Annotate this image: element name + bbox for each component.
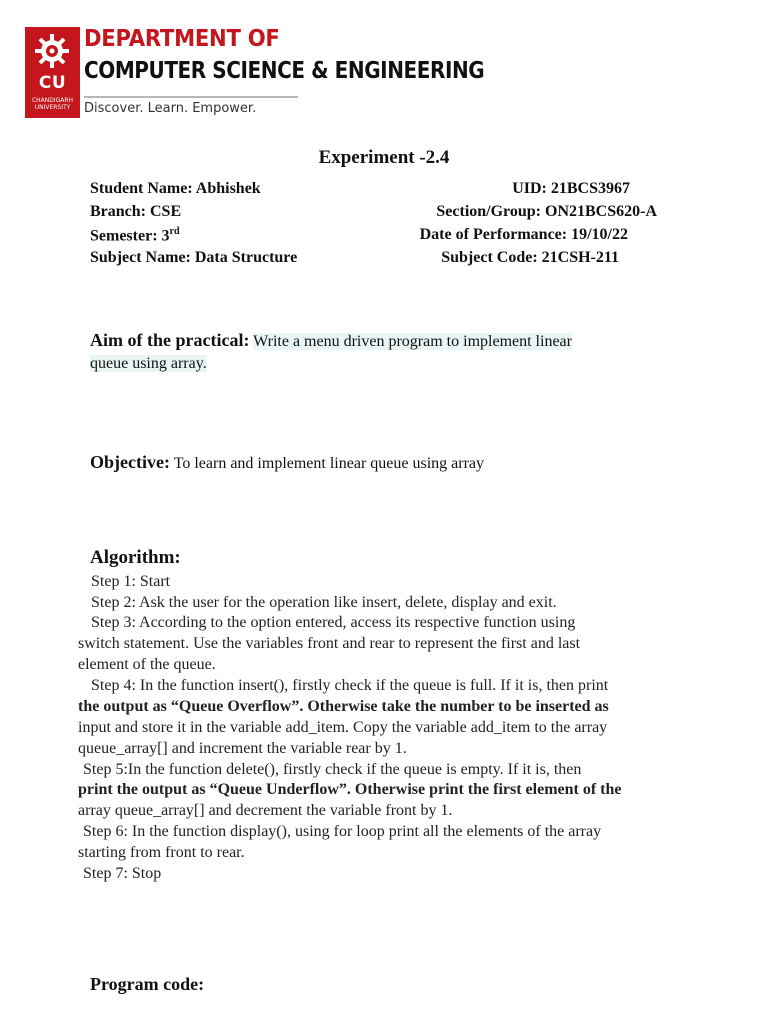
aim-text-line-2: queue using array. bbox=[90, 355, 207, 372]
algorithm-line: element of the queue. bbox=[78, 656, 216, 673]
algorithm-line: Step 1: Start bbox=[91, 573, 171, 590]
algorithm-heading: Algorithm: bbox=[90, 547, 181, 568]
logo-text: CU bbox=[38, 73, 67, 93]
algorithm-line: Step 7: Stop bbox=[83, 865, 162, 882]
header-divider bbox=[84, 96, 298, 98]
branch: Branch: CSE bbox=[90, 203, 182, 220]
algorithm-line: Step 6: In the function display(), using for loop print all the elements of the array bbox=[83, 823, 602, 840]
aim-section bbox=[90, 329, 650, 375]
algorithm-line: array queue_array[] and decrement the variable front by 1. bbox=[78, 802, 453, 819]
semester bbox=[90, 226, 180, 245]
date-of-performance: Date of Performance: 19/10/22 bbox=[419, 226, 628, 243]
objective-heading: Objective: bbox=[90, 452, 170, 472]
algorithm-line: Step 2: Ask the user for the operation like insert, delete, display and exit. bbox=[91, 594, 557, 611]
university-name: CHANDIGARH UNIVERSITY bbox=[31, 97, 74, 111]
program-code-heading: Program code: bbox=[90, 974, 205, 994]
algorithm-line: the output as “Queue Overflow”. Otherwise take the number to be inserted as bbox=[78, 698, 609, 715]
algorithm-line: switch statement. Use the variables front and rear to represent the first and last bbox=[78, 635, 581, 652]
algorithm-line: starting from front to rear. bbox=[78, 844, 245, 861]
aim-text-line-1: Write a menu driven program to implement linear bbox=[253, 333, 572, 350]
subject-code: Subject Code: 21CSH-211 bbox=[441, 249, 619, 266]
objective-section bbox=[90, 452, 484, 473]
algorithm-line: input and store it in the variable add_item. Copy the variable add_item to the array bbox=[78, 719, 608, 736]
student-name: Student Name: Abhishek bbox=[90, 180, 261, 197]
department-line-1: DEPARTMENT OF bbox=[84, 26, 280, 52]
tagline: Discover. Learn. Empower. bbox=[84, 101, 257, 116]
algorithm-line: Step 5:In the function delete(), firstly check if the queue is empty. If it is, then bbox=[83, 761, 582, 778]
uid: UID: 21BCS3967 bbox=[512, 180, 630, 197]
university-logo bbox=[25, 27, 80, 118]
semester-suffix: rd bbox=[169, 226, 180, 237]
algorithm-line: print the output as “Queue Underflow”. Otherwise print the first element of the bbox=[78, 781, 622, 798]
aim-heading: Aim of the practical: bbox=[90, 330, 250, 350]
algorithm-line: Step 3: According to the option entered, access its respective function using bbox=[91, 614, 576, 631]
section-group: Section/Group: ON21BCS620-A bbox=[436, 203, 657, 220]
gear-emblem-icon bbox=[34, 33, 70, 69]
semester-label: Semester: 3 bbox=[90, 227, 170, 245]
experiment-title: Experiment -2.4 bbox=[318, 147, 450, 168]
objective-text: To learn and implement linear queue using array bbox=[173, 455, 485, 472]
department-line-2: COMPUTER SCIENCE & ENGINEERING bbox=[84, 58, 485, 84]
algorithm-line: Step 4: In the function insert(), firstly check if the queue is full. If it is, then print bbox=[91, 677, 609, 694]
algorithm-line: queue_array[] and increment the variable rear by 1. bbox=[78, 740, 407, 757]
subject-name: Subject Name: Data Structure bbox=[90, 249, 298, 266]
